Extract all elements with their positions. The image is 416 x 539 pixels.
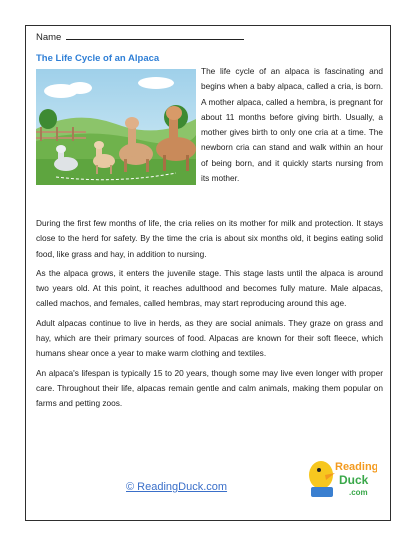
svg-text:.com: .com xyxy=(349,488,368,497)
name-field xyxy=(36,30,244,43)
paragraph: Adult alpacas continue to live in herds, as they are social animals. They graze on grass and hay, which are their primary sources of food. Alpacas are known for their soft fleece, which humans shear once a year to make warm clothing and textiles. xyxy=(36,317,383,359)
intro-paragraph xyxy=(201,64,383,190)
worksheet-page xyxy=(25,25,391,521)
name-line[interactable] xyxy=(66,30,244,40)
svg-text:Reading: Reading xyxy=(335,461,377,473)
paragraph: During the first few months of life, the cria relies on its mother for milk and protection. It stays close to the herd for safety. By the time the cria is about six months old, it begins eating solid food, like grass and hay, in addition to nursing. xyxy=(36,218,383,259)
paragraph: As the alpaca grows, it enters the juvenile stage. This stage lasts until the alpaca is around two years old. At this point, it reaches adulthood and becomes fully mature. Male alpacas, called machos, and females, called hembras, may start reproducing around this age. xyxy=(36,267,383,309)
page-title: The Life Cycle of an Alpaca xyxy=(36,53,160,64)
readingduck-link[interactable]: © ReadingDuck.com xyxy=(126,481,228,493)
intro-text: The life cycle of an alpaca is fascinating and begins when a baby alpaca, called a cria, is born. A mother alpaca, called a hembra, is pregnant for about 11 months before giving birth. Usually, a mother gives birth to only one cria at a time. The newborn cria can stand and walk within an hour of being born, and it quickly starts nursing from its mother. xyxy=(201,66,383,184)
body-text xyxy=(36,216,383,416)
name-label: Name xyxy=(36,32,62,43)
readingduck-logo xyxy=(305,453,377,503)
alpaca-illustration xyxy=(36,69,196,185)
svg-text:Duck: Duck xyxy=(339,473,369,487)
paragraph: An alpaca's lifespan is typically 15 to 20 years, though some may live even longer with proper care. Throughout their life, alpacas remain gentle and calm animals, making them popular on farms and petting zoos. xyxy=(36,367,383,409)
